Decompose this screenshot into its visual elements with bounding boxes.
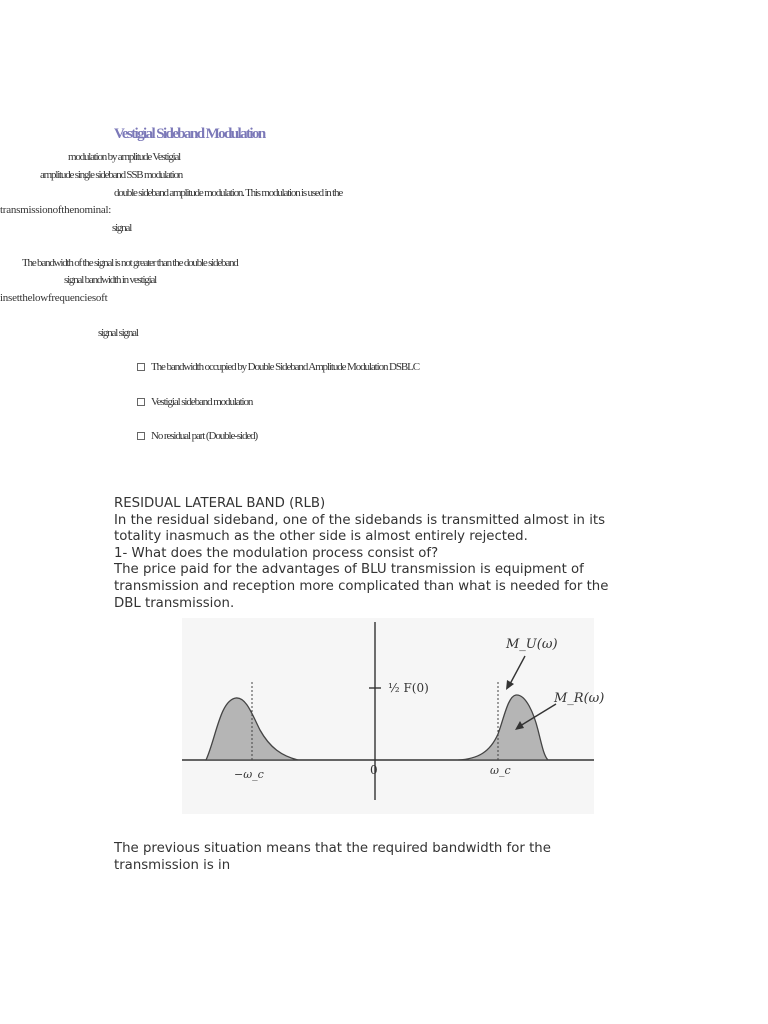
text-line: signal	[112, 222, 132, 234]
spectrum-diagram	[182, 618, 605, 814]
checkbox-icon	[137, 432, 145, 440]
checkbox-icon	[137, 363, 145, 371]
mu-pointer	[510, 656, 525, 684]
bullet-item	[137, 396, 252, 408]
text-line: The bandwidth of the signal is not greater than the double sideband	[22, 257, 238, 269]
mu-arrowhead	[506, 680, 514, 690]
origin-label: 0	[370, 763, 378, 777]
text-line: signal signal	[98, 327, 138, 339]
text-line: i n s e t t h e l o w f r e q u e n c i e s o f t	[0, 292, 107, 304]
paragraph: In the residual sideband, one of the sidebands is transmitted almost in its totality inasmuch as the other side is almost entirely rejected.	[114, 512, 606, 545]
neg-wc-label: −ω_c	[234, 768, 264, 781]
document-title: Vestigial Sideband Modulation	[114, 126, 265, 142]
closing-paragraph: The previous situation means that the required bandwidth for the transmission is in	[114, 841, 551, 873]
wc-label: ω_c	[490, 764, 511, 777]
text-line: modulation by amplitude Vestigial	[68, 151, 181, 163]
half-f-label: ½ F(0)	[388, 681, 429, 695]
paragraph: The price paid for the advantages of BLU transmission is equipment of transmission and reception more complicated than what is needed for the DBL transmission.	[114, 562, 609, 611]
body-section	[114, 496, 634, 612]
bullet-item	[137, 430, 257, 442]
closing-section	[114, 841, 584, 874]
bullet-text: No residual part (Double-sided)	[151, 430, 258, 442]
spectrum-figure	[182, 618, 605, 814]
checkbox-icon	[137, 398, 145, 406]
mr-label: M_R(ω)	[554, 691, 605, 706]
upper-sideband-shape	[458, 695, 548, 760]
text-line: double sideband amplitude modulation. This modulation is used in the	[114, 187, 342, 199]
bullet-text: The bandwidth occupied by Double Sideband Amplitude Modulation DSBLC	[151, 361, 419, 373]
mu-label: M_U(ω)	[506, 637, 558, 652]
text-line: signal bandwidth in vestigial	[64, 274, 156, 286]
text-line: t r a n s m i s s i o n o f t h e n o m i n a l :	[0, 204, 110, 216]
bullet-text: Vestigial sideband modulation	[151, 396, 253, 408]
text-line: amplitude single sideband SSB modulation	[40, 169, 183, 181]
bullet-item	[137, 361, 419, 373]
question: 1- What does the modulation process consist of?	[114, 545, 439, 561]
section-heading: RESIDUAL LATERAL BAND (RLB)	[114, 496, 326, 511]
